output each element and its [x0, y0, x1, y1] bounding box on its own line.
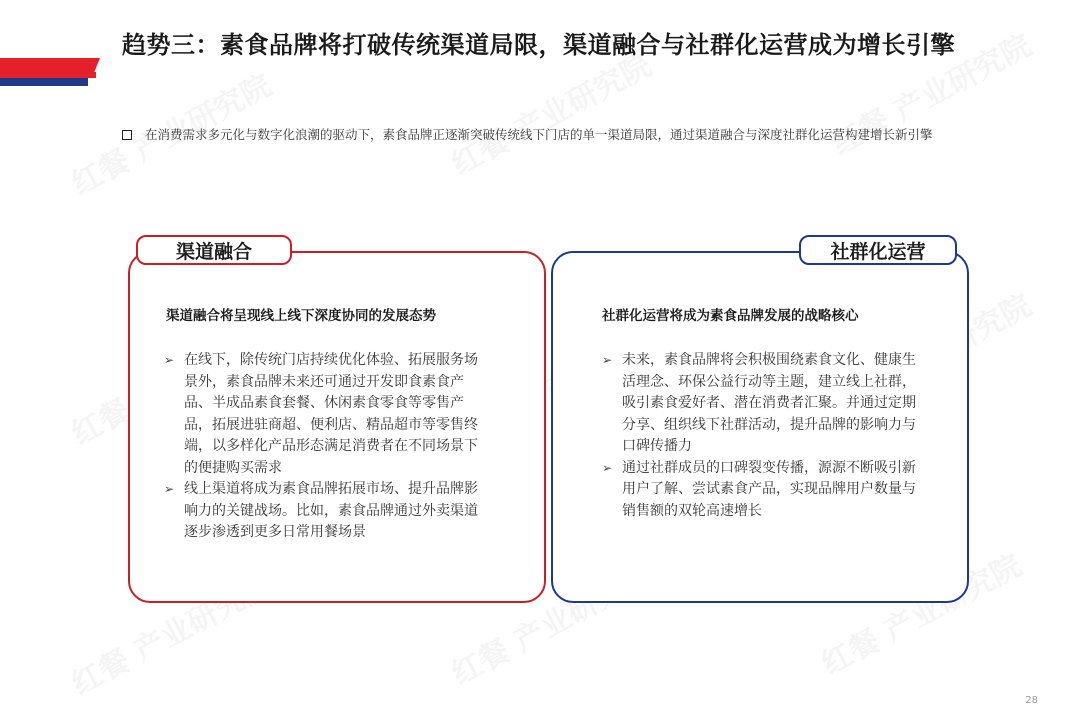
list-item: ➢ 线上渠道将成为素食品牌拓展市场、提升品牌影响力的关键战场。比如，素食品牌通过外卖渠道逐步渗透到更多日常用餐场景 [164, 481, 478, 540]
page-number: 28 [1025, 695, 1038, 706]
community-operation-heading: 社群化运营将成为素食品牌发展的战略核心 [602, 308, 859, 324]
community-operation-tag: 社群化运营 [799, 235, 957, 265]
channel-fusion-list [164, 350, 486, 544]
arrow-bullet-icon: ➢ [164, 353, 175, 367]
page-title: 趋势三：素食品牌将打破传统渠道局限，渠道融合与社群化运营成为增长引擎 [122, 31, 955, 59]
list-item: ➢ 通过社群成员的口碑裂变传播，源源不断吸引新用户了解、尝试素食产品，实现品牌用户数量与销售额的双轮高速增长 [602, 459, 916, 519]
channel-fusion-heading: 渠道融合将呈现线上线下深度协同的发展态势 [166, 308, 436, 324]
square-bullet-icon [122, 130, 132, 140]
channel-fusion-tag: 渠道融合 [136, 235, 292, 265]
header-accent-blue [0, 78, 88, 86]
arrow-bullet-icon: ➢ [602, 353, 613, 367]
community-operation-list [602, 350, 922, 522]
header-accent-red [0, 58, 100, 72]
intro-text: 在消费需求多元化与数字化浪潮的驱动下，素食品牌正逐渐突破传统线下门店的单一渠道局限，通过渠道融合与深度社群化运营构建增长新引擎 [145, 127, 933, 142]
list-item: ➢ 未来，素食品牌将会积极围绕素食文化、健康生活理念、环保公益行动等主题，建立线上社群，吸引素食爱好者、潜在消费者汇聚。并通过定期分享、组织线下社群活动，提升品牌的影响力与口碑传播力 [602, 352, 916, 454]
watermark [443, 41, 658, 183]
arrow-bullet-icon: ➢ [164, 482, 175, 496]
list-item: ➢ 在线下，除传统门店持续优化体验、拓展服务场景外，素食品牌未来还可通过开发即食素食产品、半成品素食套餐、休闲素食零食等零售产品，拓展进驻商超、便利店、精品超市等零售终端，以多样化产品形态满足消费者在不同场景下的便捷购买需求 [164, 352, 478, 476]
arrow-bullet-icon: ➢ [602, 460, 613, 475]
